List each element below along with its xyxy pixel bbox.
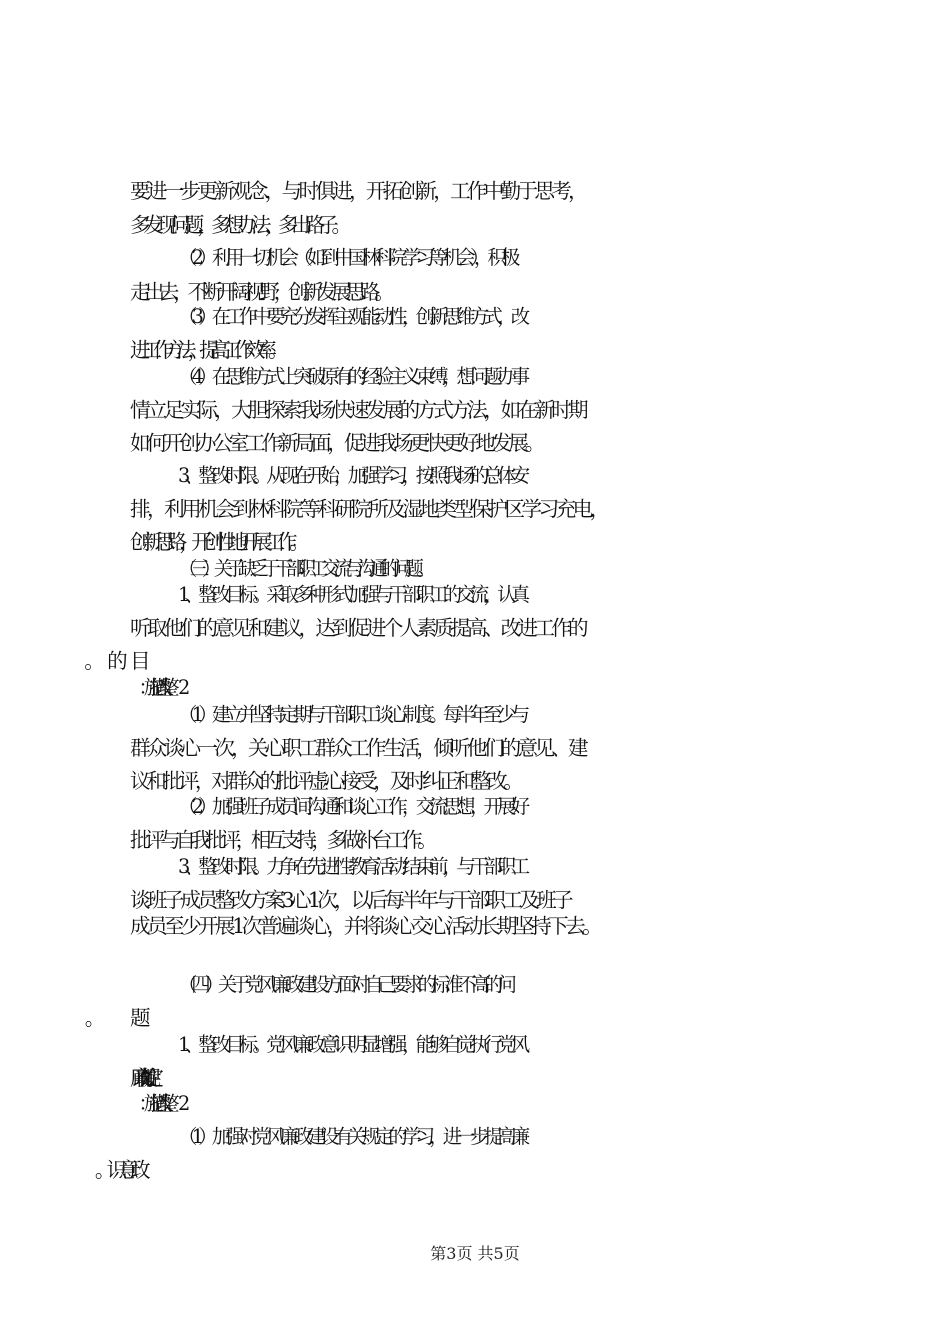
text-line: 3、整改时限。从现在开始，加强学习，按照我场的总体安 bbox=[178, 464, 525, 487]
text-line: 成员至少开展1次普遍谈心，并将谈心交心活动长期坚持下去。 bbox=[130, 914, 600, 938]
text-line: 议和批评，对群众的批评虚心接受，及时纠正和整改。 bbox=[130, 769, 520, 793]
text-line: 进工作方法，提高工作效率。 bbox=[130, 338, 280, 362]
text-line: （4）在思维方式上突破原有的经验主义束缚，想问题办事 bbox=[178, 365, 525, 388]
text-line: （2）利用一切机会（如到中国林科院学习等机会），积极 bbox=[178, 246, 515, 269]
text-line: 排，利用机会到林科院等科研院所及湿地类型保护区学习充电， bbox=[130, 497, 607, 521]
page-number-footer: 第3页 共5页 bbox=[430, 1244, 520, 1263]
text-line: 批评与自我批评，相互支持，多做补台工作。 bbox=[130, 828, 433, 852]
text-line: 谈班子成员整改方案3心1次，以后每半年与干部职工及班子 bbox=[130, 888, 570, 912]
text-line: 走出去，不断开阔视野，创新发展思路。 bbox=[130, 280, 389, 304]
text-line: 廉政有关规定。 bbox=[130, 1066, 149, 1090]
text-line: 群众谈心一次，关心职工群众工作生活，倾听他们的意见、建 bbox=[130, 736, 585, 760]
text-line: （1）加强对党风廉政建设有关规定的学习，进一步提高廉 bbox=[178, 1125, 525, 1148]
text-line: （2）加强班子成员间沟通和谈心工作，交流思想，开展好 bbox=[178, 795, 525, 818]
text-line bbox=[178, 1087, 950, 1121]
text-line: （1）建立并坚持定期与干部职工谈心制度。每半年至少与 bbox=[178, 703, 525, 726]
section-heading: （三）关于缺乏于干部职工交流与沟通的问题。 bbox=[178, 557, 429, 580]
text-line: 多发现问题，多想办法，多出路子。 bbox=[130, 213, 345, 237]
text-line: 听取他们的意见和建议，达到促进个人素质提高、改进工作的 bbox=[130, 616, 585, 640]
text-line: 如何开创办公室工作新局面，促进我场更快更好地发展。 bbox=[130, 431, 542, 455]
text-line bbox=[130, 1153, 950, 1187]
text-line: 3、整改时限。力争在先进性教育活动结束前，与干部职工 bbox=[178, 855, 525, 878]
text-line: 要进一步更新观念，与时俱进，开拓创新，工作中勤于思考， bbox=[130, 179, 585, 203]
text-line: 情立足实际，大胆探索我场快速发展的方式方法，如在新时期 bbox=[130, 398, 585, 422]
text-line: 1、整改目标。采取多种形式加强与干部职工的交流，认真 bbox=[178, 583, 525, 606]
text-line: 1、整改目标。党风廉政意识明显增强，能够自觉执行党风 bbox=[178, 1033, 525, 1056]
text-line: （3）在工作中要充分发挥主观能动性，创新思维方式，改 bbox=[178, 305, 525, 328]
text-line: 创新思路，开创性地开展工作。 bbox=[130, 530, 302, 554]
section-heading: （四）关于党风廉政建设方面对自己要求的标准不高的问 bbox=[178, 973, 511, 996]
